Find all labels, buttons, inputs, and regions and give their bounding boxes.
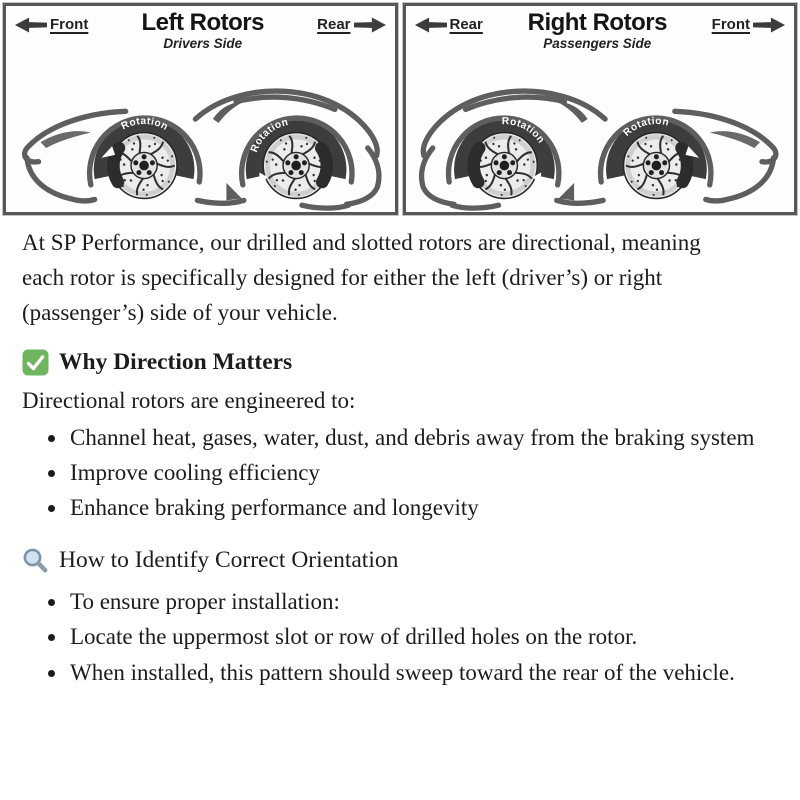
- car-right-side-art: [406, 59, 795, 212]
- direction-text: Rear: [449, 16, 483, 33]
- right-panel-header: [406, 6, 795, 59]
- section-heading-identify-orientation: [22, 547, 770, 574]
- list-item: • Channel heat, gases, water, dust, and debris away from the braking system: [68, 420, 770, 455]
- front-direction-label: [15, 16, 88, 33]
- direction-text: Front: [711, 16, 750, 33]
- list-item: • Improve cooling efficiency: [68, 455, 770, 490]
- car-left-side-art: [6, 59, 395, 212]
- rotation-label: Rotation: [249, 116, 290, 155]
- rotation-label: Rotation: [501, 116, 546, 146]
- heading-text: Why Direction Matters: [59, 348, 293, 375]
- left-panel-titles: [141, 10, 264, 51]
- rear-direction-label: [415, 16, 483, 33]
- arrow-left-icon: [415, 17, 447, 33]
- list-item: • To ensure proper installation:: [68, 584, 770, 619]
- intro-paragraph: At SP Performance, our drilled and slotted rotors are directional, meaning each rotor is specifically designed for either the left (driver’s) or right (passenger’s) side of your vehicle.: [22, 230, 701, 326]
- list-item: • Locate the uppermost slot or row of drilled holes on the rotor.: [68, 619, 770, 654]
- left-rotors-panel: [3, 3, 398, 215]
- panel-title: Right Rotors: [527, 9, 667, 36]
- arrow-right-icon: [354, 17, 386, 33]
- article-body: [0, 225, 800, 690]
- rotor-direction-diagram: [0, 0, 800, 215]
- list-item: • Enhance braking performance and longevity: [68, 490, 770, 525]
- arrow-left-icon: [15, 17, 47, 33]
- right-rotors-panel: [403, 3, 798, 215]
- direction-text: Front: [50, 16, 89, 33]
- benefits-list: [22, 420, 770, 526]
- section-lead: Directional rotors are engineered to:: [22, 387, 356, 413]
- direction-text: Rear: [317, 16, 351, 33]
- rotation-label: Rotation: [621, 115, 670, 139]
- car-silhouette: [25, 91, 379, 208]
- left-panel-header: [6, 6, 395, 59]
- car-silhouette-mirrored: [421, 91, 775, 208]
- arrow-right-icon: [753, 17, 785, 33]
- magnifying-glass-icon: [22, 547, 49, 574]
- panel-title: Left Rotors: [141, 9, 264, 36]
- rotation-label: Rotation: [119, 115, 170, 133]
- front-direction-label: [712, 16, 785, 33]
- panel-subtitle: Drivers Side: [163, 36, 243, 52]
- list-item: • When installed, this pattern should sweep toward the rear of the vehicle.: [68, 655, 770, 690]
- orientation-list: [22, 584, 770, 690]
- section-heading-why-direction-matters: [22, 349, 770, 376]
- rear-direction-label: [317, 16, 385, 33]
- heading-text: How to Identify Correct Orientation: [59, 547, 399, 574]
- right-panel-titles: [528, 10, 667, 51]
- panel-subtitle: Passengers Side: [543, 36, 652, 52]
- check-mark-icon: [22, 349, 49, 376]
